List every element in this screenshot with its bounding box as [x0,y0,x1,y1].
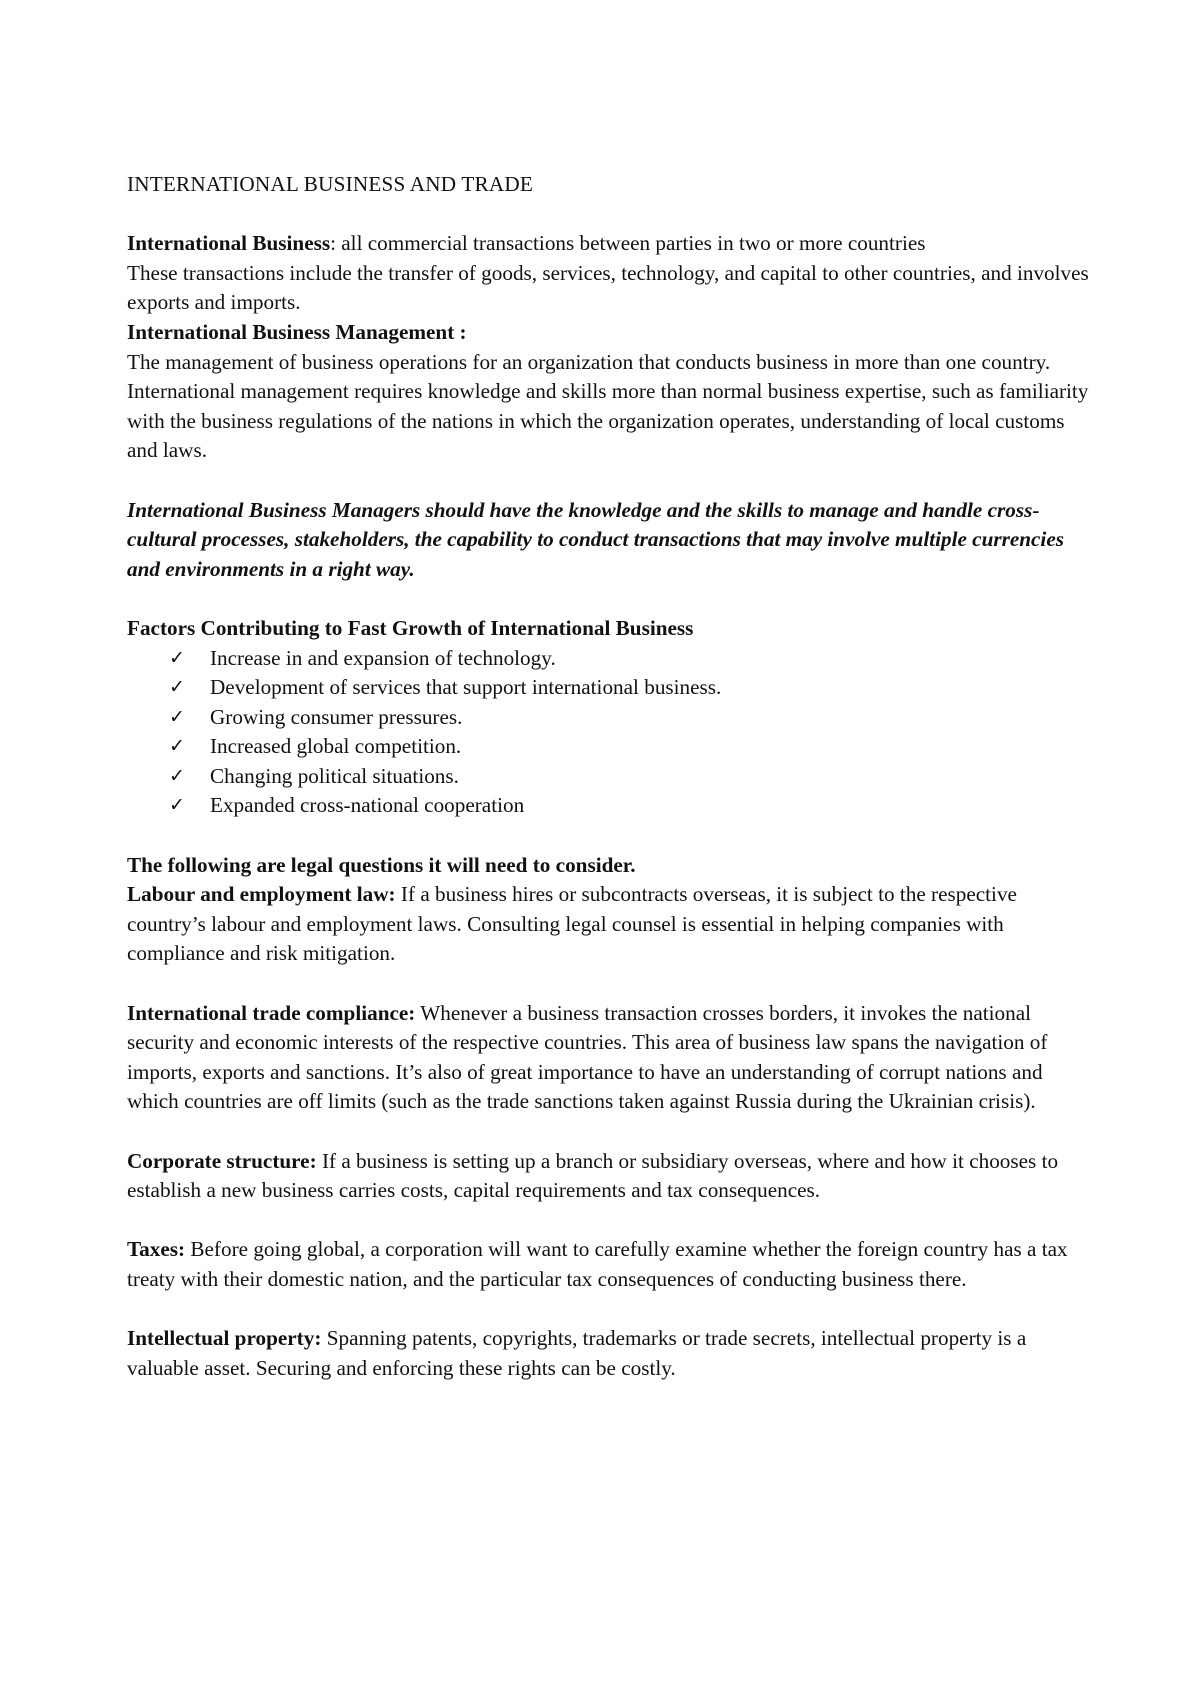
legal-term: Taxes: [127,1237,186,1262]
factors-list [127,644,1097,822]
intl-business-details: These transactions include the transfer of goods, services, technology, and capital to other countries, and involves exports and imports. [127,260,1089,315]
ibm-heading [127,318,1097,348]
list-item [127,673,1097,703]
ibm-details: International management requires knowledge and skills more than normal business expertise, such as familiarity with the business regulations of the nations in which the organization operates, understanding of local customs and laws. [127,379,1089,463]
list-item [127,732,1097,762]
spacer [127,584,1097,614]
legal-section-taxes [127,1235,1097,1294]
list-item-text: Increase in and expansion of technology. [210,645,556,670]
spacer [127,1295,1097,1325]
spacer [127,466,1097,496]
managers-statement: International Business Managers should have the knowledge and the skills to manage and handle cross- cultural processes, stakeholders, the capability to conduct transactions that may involve multiple currencies and environments in a right way. [127,497,1064,581]
intl-business-term: International Business [127,231,331,256]
ibm-definition: The management of business operations for an organization that conducts business in more than one country. [127,349,1051,374]
spacer [127,1206,1097,1236]
checkmark-icon: ✓ [169,646,185,669]
legal-text: If a business is setting up a branch or subsidiary overseas, where and how it chooses to establish a new business carries costs, capital requirements and tax consequences. [127,1148,1059,1203]
legal-section-intellectual-property [127,1324,1097,1383]
factors-heading-text: Factors Contributing to Fast Growth of International Business [127,615,694,640]
legal-term: Labour and employment law: [127,882,396,907]
list-item-text: Expanded cross-national cooperation [210,793,525,818]
legal-text: Whenever a business transaction crosses borders, it invokes the national security and economic interests of the respective countries. This area of business law spans the navigation of imports, exports and sanctions. It’s also of great importance to have an understanding of corrupt nations and which countries are off limits (such as the trade sanctions taken against Russia during the Ukrainian crisis). [127,1000,1048,1114]
list-item-text: Changing political situations. [210,763,459,788]
legal-heading-text: The following are legal questions it will need to consider. [127,852,636,877]
checkmark-icon: ✓ [169,764,185,787]
legal-section-trade-compliance [127,999,1097,1117]
legal-term: Corporate structure: [127,1148,317,1173]
list-item-text: Increased global competition. [210,734,462,759]
legal-term: Intellectual property: [127,1326,322,1351]
spacer [127,969,1097,999]
spacer [127,1117,1097,1147]
legal-term: International trade compliance: [127,1000,416,1025]
checkmark-icon: ✓ [169,794,185,817]
intl-business-definition [127,229,1097,259]
spacer [127,821,1097,851]
list-item-text: Growing consumer pressures. [210,704,463,729]
checkmark-icon: ✓ [169,705,185,728]
checkmark-icon: ✓ [169,735,185,758]
legal-heading [127,851,1097,881]
list-item [127,762,1097,792]
intl-business-definition-text: : all commercial transactions between parties in two or more countries [330,231,926,256]
document-title: INTERNATIONAL BUSINESS AND TRADE [127,172,534,196]
list-item-text: Development of services that support international business. [210,675,722,700]
list-item [127,644,1097,674]
legal-text: Spanning patents, copyrights, trademarks or trade secrets, intellectual property is a valuable asset. Securing and enforcing these rights can be costly. [127,1326,1027,1380]
legal-section-labour [127,880,1097,969]
list-item [127,791,1097,821]
legal-text: Before going global, a corporation will want to carefully examine whether the foreign country has a tax treaty with their domestic nation, and the particular tax consequences of conducting business there. [127,1237,1068,1291]
legal-text: If a business hires or subcontracts overseas, it is subject to the respective country’s labour and employment laws. Consulting legal counsel is essential in helping companies with compliance and risk mitigation. [127,882,1017,966]
ibm-heading-text: International Business Management : [127,319,467,344]
document-body [127,170,1097,1383]
legal-section-corporate-structure [127,1147,1097,1206]
spacer [127,200,1097,230]
checkmark-icon: ✓ [169,676,185,699]
list-item [127,703,1097,733]
factors-heading [127,614,1097,644]
